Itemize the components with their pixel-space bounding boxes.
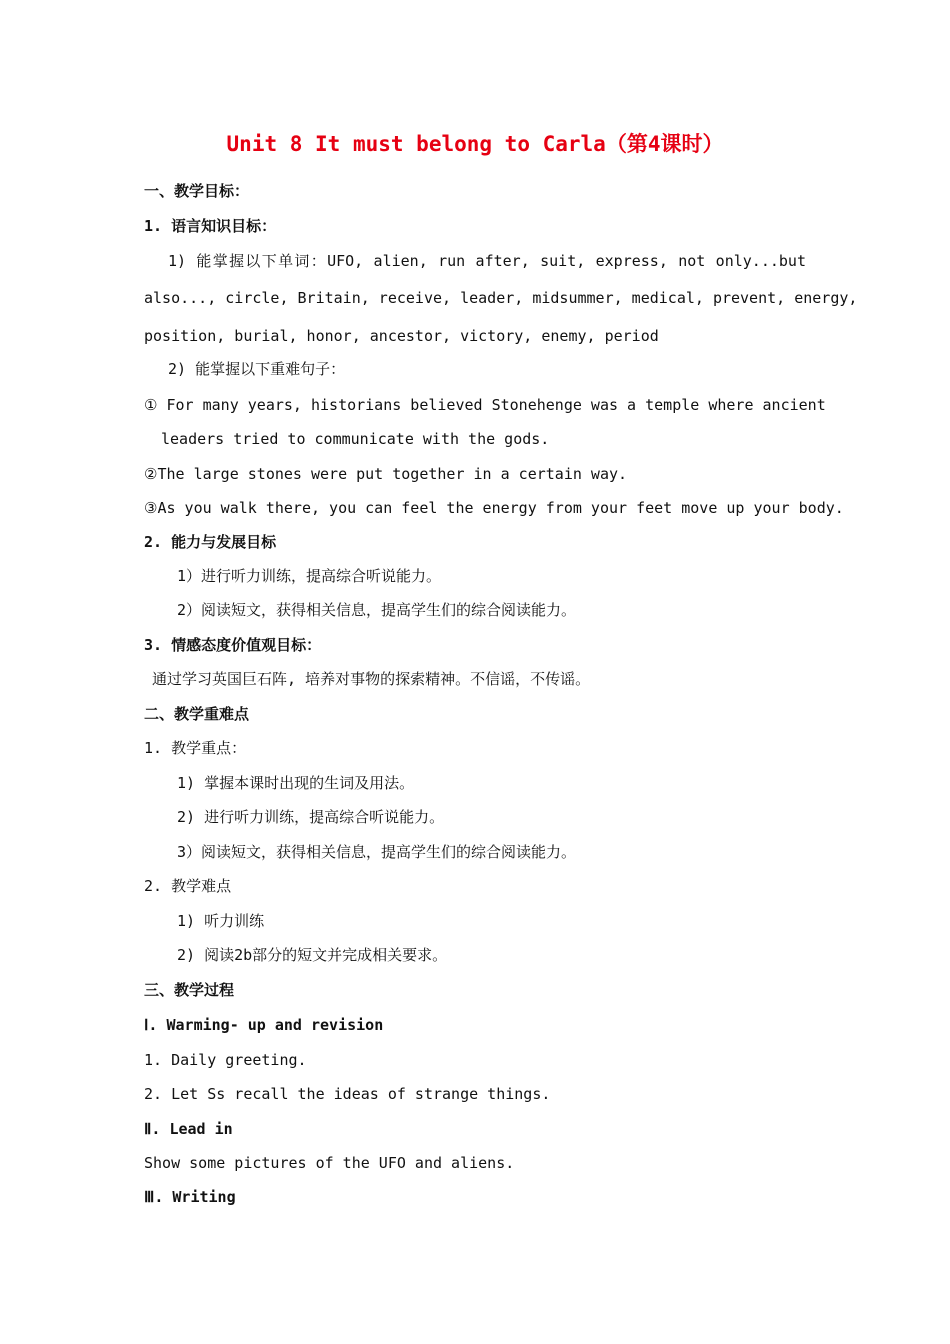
emotion-text: 通过学习英国巨石阵, 培养对事物的探索精神。不信谣，不传谣。	[152, 670, 591, 688]
step-1-heading: Ⅰ. Warming- up and revision	[144, 1016, 384, 1034]
key-point-2: 2) 进行听力训练，提高综合听说能力。	[177, 808, 445, 826]
difficulty-2: 2) 阅读2b部分的短文并完成相关要求。	[177, 946, 448, 964]
step-3-heading: Ⅲ. Writing	[144, 1188, 236, 1206]
key-points-label: 1. 教学重点：	[144, 739, 247, 757]
section-heading-keypoints: 二、教学重难点	[144, 705, 250, 723]
difficulties-label: 2. 教学难点	[144, 877, 232, 895]
sentence-1a: ① For many years, historians believed Stonehenge was a temple where ancient	[144, 396, 826, 414]
step-1-item-2: 2. Let Ss recall the ideas of strange things.	[144, 1085, 551, 1103]
ability-item-2: 2）阅读短文，获得相关信息，提高学生们的综合阅读能力。	[177, 601, 577, 619]
page-title: Unit 8 It must belong to Carla（第4课时）	[226, 132, 724, 156]
subheading-language-knowledge: 1. 语言知识目标：	[144, 217, 277, 235]
difficulty-1: 1) 听力训练	[177, 912, 265, 930]
sentence-1b: leaders tried to communicate with the gods.	[161, 430, 550, 448]
subheading-emotion: 3. 情感态度价值观目标：	[144, 636, 322, 654]
sentences-intro: 2) 能掌握以下重难句子：	[168, 360, 346, 378]
step-2-heading: Ⅱ. Lead in	[144, 1120, 233, 1138]
key-point-3: 3）阅读短文，获得相关信息，提高学生们的综合阅读能力。	[177, 843, 577, 861]
vocab-line-1: 1) 能掌握以下单词：UFO, alien, run after, suit, express, not only...but	[168, 252, 806, 270]
sentence-3: ③As you walk there, you can feel the energy from your feet move up your body.	[144, 499, 844, 517]
step-2-item-1: Show some pictures of the UFO and aliens.	[144, 1154, 515, 1172]
step-1-item-1: 1. Daily greeting.	[144, 1051, 307, 1069]
subheading-ability: 2. 能力与发展目标	[144, 533, 277, 551]
ability-item-1: 1）进行听力训练，提高综合听说能力。	[177, 567, 442, 585]
section-heading-process: 三、教学过程	[144, 981, 235, 999]
vocab-line-2: also..., circle, Britain, receive, leader, midsummer, medical, prevent, energy,	[144, 289, 858, 307]
sentence-2: ②The large stones were put together in a certain way.	[144, 465, 628, 483]
vocab-line-3: position, burial, honor, ancestor, victory, enemy, period	[144, 327, 659, 345]
section-heading-objectives: 一、教学目标：	[144, 182, 250, 200]
key-point-1: 1) 掌握本课时出现的生词及用法。	[177, 774, 415, 792]
